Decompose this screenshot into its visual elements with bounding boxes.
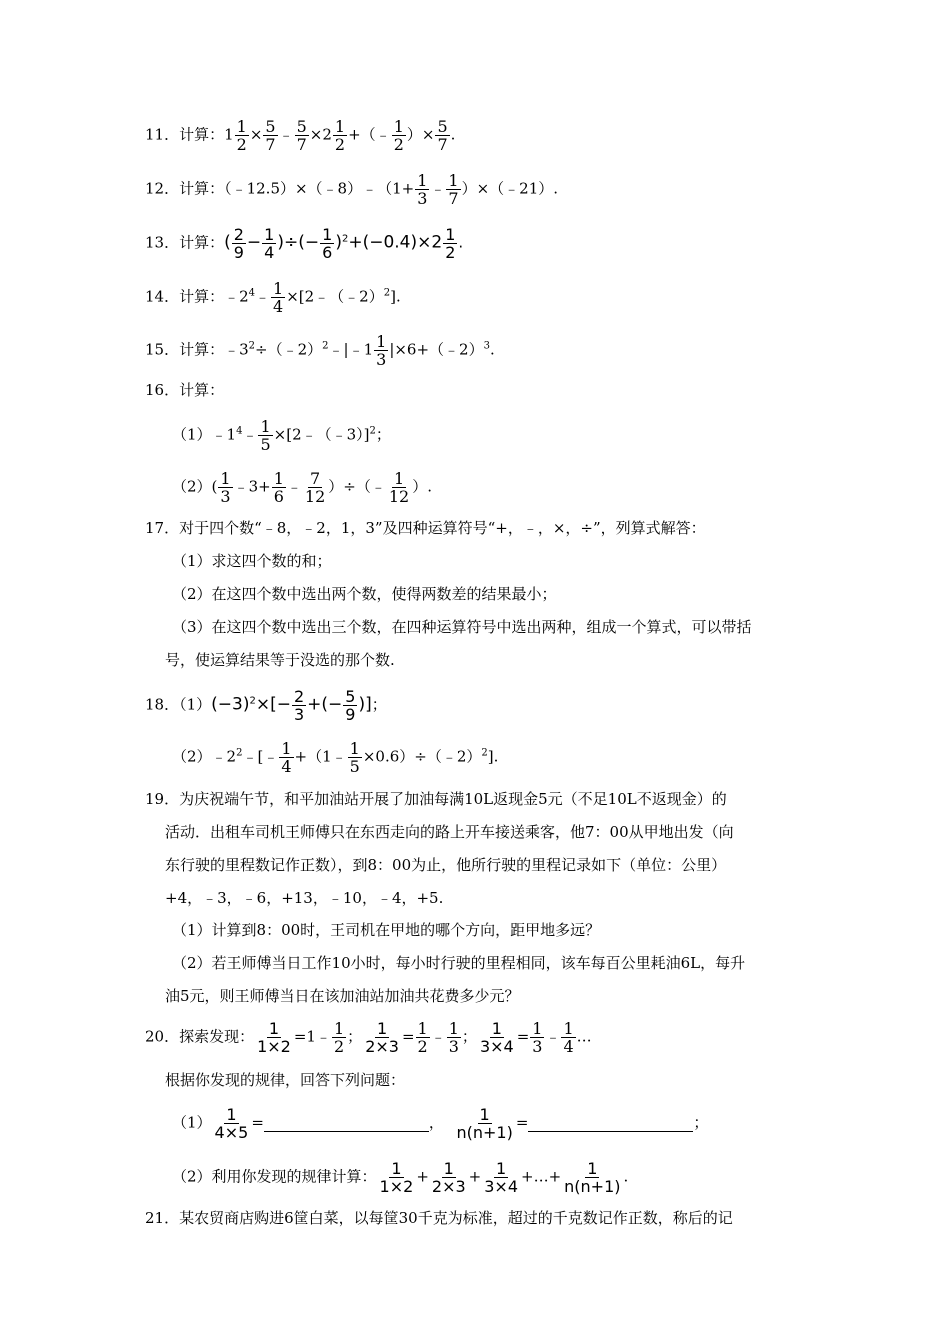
question-11 — [145, 118, 455, 153]
fraction — [561, 1020, 575, 1055]
denominator: 2 — [393, 135, 404, 154]
fraction — [218, 470, 232, 505]
denominator: 12 — [304, 487, 326, 506]
denominator: 9 — [345, 705, 356, 724]
numerator: 1 — [376, 332, 387, 351]
fraction — [279, 740, 293, 775]
numerator: 5 — [345, 687, 356, 706]
math-text: ； — [693, 1113, 709, 1132]
denominator: 1×2 — [379, 1177, 414, 1196]
exponent: 4 — [236, 425, 243, 437]
math-text: （1） — [172, 1113, 212, 1132]
math-text: （2）( — [172, 477, 218, 496]
fraction — [363, 1020, 401, 1055]
math-text: ； — [371, 695, 387, 714]
exponent: 4 — [248, 287, 256, 299]
numerator: 5 — [265, 117, 276, 136]
math-text: ﹣ — [286, 477, 302, 496]
question-19-part-2-cont: 油5元，则王师傅当日在该加油站加油共花费多少元？ — [165, 987, 520, 1005]
math-text: ]. — [390, 287, 401, 306]
math-text: 18．（1） — [145, 695, 212, 714]
fraction — [430, 1160, 468, 1195]
math-text: ﹣ — [545, 1027, 561, 1046]
denominator: 6 — [322, 243, 333, 262]
denominator: 7 — [265, 135, 276, 154]
math-text: ； — [375, 425, 391, 444]
denominator: 4 — [273, 297, 284, 316]
math-text: ﹣ — [242, 425, 258, 444]
math-text: . — [458, 233, 464, 252]
question-17-part-2: （2）在这四个数中选出两个数，使得两数差的结果最小； — [172, 585, 557, 603]
question-19-cont-1: 活动．出租车司机王师傅只在东西走向的路上开车接送乘客，他7：00从甲地出发（向 — [165, 823, 734, 841]
numerator: 1 — [273, 469, 284, 488]
question-number: 16．计算： — [145, 381, 225, 399]
question-number: 12．计算： — [145, 179, 225, 198]
numerator: 1 — [417, 171, 428, 190]
math-text: ）. — [412, 477, 432, 496]
question-17-part-1: （1）求这四个数的和； — [172, 552, 332, 570]
math-text: ×[− — [255, 694, 291, 715]
exponent: 2 — [481, 747, 488, 759]
math-text: )÷(− — [277, 232, 320, 253]
denominator: 6 — [273, 487, 284, 506]
math-text: = — [251, 1113, 264, 1132]
fraction — [530, 1020, 544, 1055]
fraction — [320, 226, 334, 261]
fraction — [435, 118, 449, 153]
fraction — [258, 418, 272, 453]
fraction — [387, 470, 411, 505]
denominator: 2 — [236, 135, 247, 154]
numerator: 1 — [532, 1019, 543, 1038]
math-text: +(− — [307, 694, 343, 715]
math-text: … — [576, 1027, 592, 1046]
numerator: 5 — [296, 117, 307, 136]
fraction — [443, 226, 457, 261]
math-text: = — [516, 1027, 530, 1046]
exponent: 2 — [322, 340, 329, 352]
numerator: 1 — [443, 1159, 454, 1178]
question-16 — [145, 380, 224, 400]
denominator: 2 — [333, 1037, 345, 1056]
question-21: 21．某农贸商店购进6筐白菜，以每筐30千克为标准，超过的千克数记作正数，称后的记 — [145, 1209, 733, 1227]
numerator: 2 — [233, 225, 244, 244]
exponent: 2 — [383, 287, 391, 299]
denominator: 2 — [445, 243, 456, 262]
exponent: 2 — [248, 340, 256, 352]
math-text: (−3) — [211, 694, 250, 715]
fraction — [271, 280, 285, 315]
question-16-part-1 — [172, 418, 391, 453]
exponent: 2 — [249, 695, 256, 707]
denominator: 3 — [376, 350, 387, 369]
numerator: 1 — [281, 739, 292, 758]
question-19-cont-2: 东行驶的里程数记作正数），到8：00为止，他所行驶的里程记录如下（单位：公里） — [165, 856, 727, 874]
fraction — [332, 1020, 346, 1055]
denominator: 3×4 — [479, 1037, 514, 1056]
denominator: 9 — [233, 243, 244, 262]
fraction — [262, 226, 276, 261]
fraction — [232, 226, 246, 261]
math-text: （﹣12.5）×（﹣8）﹣（1+ — [224, 179, 415, 198]
math-text: . — [450, 125, 456, 144]
numerator: 1 — [226, 1105, 237, 1124]
denominator: 2 — [417, 1037, 428, 1056]
numerator: 1 — [273, 279, 284, 298]
exponent: 3 — [483, 340, 490, 352]
fraction — [562, 1160, 622, 1195]
numerator: 1 — [448, 171, 459, 190]
math-text: + — [416, 1167, 429, 1186]
denominator: 5 — [260, 435, 271, 454]
math-text: ×[2﹣（﹣3）] — [273, 425, 370, 444]
question-17: 17．对于四个数“﹣8，﹣2，1，3”及四种运算符号“+，﹣，×，÷”，列算式解答： — [145, 519, 706, 537]
question-20-part-2 — [172, 1160, 628, 1195]
fraction — [343, 688, 357, 723]
denominator: 7 — [296, 135, 307, 154]
math-text: =1﹣ — [293, 1027, 331, 1046]
question-19: 19．为庆祝端午节，和平加油站开展了加油每满10L返现金5元（不足10L不返现金）的 — [145, 790, 727, 808]
math-text: +(−0.4)×2 — [348, 232, 443, 253]
numerator: 1 — [491, 1019, 502, 1038]
question-17-part-3-cont: 号，使运算结果等于没选的那个数. — [165, 651, 395, 669]
math-text: ）× — [406, 125, 435, 144]
math-text: +（1﹣ — [294, 747, 347, 766]
denominator: 7 — [448, 189, 459, 208]
question-12 — [145, 172, 558, 207]
question-number: 15．计算： — [145, 340, 225, 359]
numerator: 1 — [333, 1019, 345, 1038]
denominator: 7 — [437, 135, 448, 154]
question-19-part-2: （2）若王师傅当日工作10小时，每小时行驶的里程相同，该车每百公里耗油6L，每升 — [172, 954, 746, 972]
numerator: 2 — [293, 687, 305, 706]
math-text: ）÷（﹣ — [328, 477, 386, 496]
math-text: +（﹣ — [348, 125, 391, 144]
exponent: 2 — [341, 233, 349, 245]
fraction — [482, 1160, 520, 1195]
denominator: 2×3 — [365, 1037, 399, 1056]
math-text: ﹣3+ — [233, 477, 271, 496]
math-text: （1）﹣1 — [172, 425, 237, 444]
question-20 — [145, 1020, 592, 1055]
denominator: 4×5 — [214, 1123, 249, 1142]
math-text: × — [249, 125, 263, 144]
question-20-instruction: 根据你发现的规律，回答下列问题： — [165, 1071, 406, 1089]
numerator: 1 — [587, 1159, 598, 1178]
denominator: 1×2 — [257, 1037, 291, 1056]
math-text: ； — [347, 1027, 363, 1046]
denominator: 12 — [388, 487, 410, 506]
fraction — [348, 740, 362, 775]
fraction — [295, 118, 309, 153]
question-number: 13．计算： — [145, 233, 225, 252]
fraction — [333, 118, 347, 153]
math-text: = — [515, 1113, 529, 1132]
numerator: 1 — [334, 117, 346, 136]
numerator: 5 — [437, 117, 448, 136]
fraction — [392, 118, 406, 153]
exponent: 2 — [236, 747, 243, 759]
fraction — [416, 1020, 430, 1055]
numerator: 1 — [268, 1019, 280, 1038]
question-19-data: +4，﹣3，﹣6，+13，﹣10，﹣4，+5. — [165, 889, 444, 907]
math-text: ]. — [487, 747, 499, 766]
denominator: 5 — [349, 757, 360, 776]
answer-blank[interactable] — [528, 1115, 693, 1132]
denominator: 4 — [563, 1037, 574, 1056]
question-20-part-1 — [172, 1106, 708, 1141]
question-number: 20．探索发现： — [145, 1027, 255, 1046]
math-text: ， — [428, 1113, 444, 1132]
math-text: （2）利用你发现的规律计算： — [172, 1167, 377, 1186]
math-text: + — [468, 1167, 482, 1186]
math-text: − — [246, 232, 262, 253]
question-18-part-1 — [145, 688, 387, 723]
math-text: +…+ — [521, 1167, 562, 1186]
math-text: ×0.6）÷（﹣2） — [362, 747, 482, 766]
fraction — [447, 1020, 461, 1055]
numerator: 1 — [236, 117, 247, 136]
question-18-part-2 — [172, 740, 498, 775]
math-text: ）×（﹣21）. — [461, 179, 559, 198]
denominator: n(n+1) — [564, 1177, 621, 1196]
math-text: ( — [224, 232, 231, 253]
numerator: 1 — [417, 1019, 428, 1038]
denominator: n(n+1) — [456, 1123, 513, 1142]
math-text: . — [489, 340, 495, 359]
question-15 — [145, 333, 495, 368]
fraction — [378, 1160, 416, 1195]
math-text: . — [623, 1167, 629, 1186]
fraction — [235, 118, 249, 153]
math-text: ﹣ — [430, 1027, 446, 1046]
denominator: 4 — [264, 243, 275, 262]
denominator: 3 — [220, 487, 231, 506]
numerator: 1 — [264, 225, 275, 244]
fraction — [213, 1106, 251, 1141]
math-text: = — [401, 1027, 415, 1046]
fraction — [446, 172, 460, 207]
denominator: 3×4 — [484, 1177, 518, 1196]
numerator: 1 — [260, 417, 271, 436]
math-text: ﹣3 — [224, 340, 249, 359]
denominator: 2 — [334, 135, 346, 154]
numerator: 1 — [322, 225, 333, 244]
fraction — [303, 470, 327, 505]
numerator: 1 — [376, 1019, 388, 1038]
math-text: ×2 — [309, 125, 332, 144]
exponent: 2 — [369, 425, 376, 437]
answer-blank[interactable] — [264, 1115, 429, 1132]
math-text: ÷（﹣2） — [255, 340, 323, 359]
question-number: 14．计算： — [145, 287, 225, 306]
math-text: ； — [461, 1027, 477, 1046]
math-text: )] — [358, 694, 372, 715]
numerator: 1 — [496, 1159, 507, 1178]
question-19-part-1: （1）计算到8：00时，王司机在甲地的哪个方向，距甲地多远？ — [172, 921, 601, 939]
fraction — [454, 1106, 514, 1141]
denominator: 4 — [281, 757, 292, 776]
math-text: ) — [335, 232, 342, 253]
numerator: 1 — [393, 469, 405, 488]
math-text: ﹣ — [430, 179, 446, 198]
numerator: 1 — [391, 1159, 402, 1178]
math-text: ﹣ — [278, 125, 294, 144]
numerator: 1 — [349, 739, 360, 758]
numerator: 1 — [220, 469, 231, 488]
denominator: 2×3 — [431, 1177, 466, 1196]
numerator: 1 — [445, 225, 456, 244]
question-14 — [145, 280, 401, 315]
fraction — [263, 118, 277, 153]
question-16-part-2 — [172, 470, 432, 505]
denominator: 3 — [293, 705, 305, 724]
question-number: 11．计算： — [145, 125, 225, 144]
denominator: 3 — [448, 1037, 459, 1056]
denominator: 3 — [532, 1037, 543, 1056]
numerator: 7 — [310, 469, 321, 488]
numerator: 1 — [479, 1105, 490, 1124]
fraction — [255, 1020, 293, 1055]
math-text: ﹣|﹣1 — [328, 340, 374, 359]
fraction — [478, 1020, 516, 1055]
denominator: 3 — [417, 189, 428, 208]
math-text: ﹣[﹣ — [242, 747, 279, 766]
numerator: 1 — [393, 117, 404, 136]
math-text: ﹣2 — [224, 287, 249, 306]
fraction — [292, 688, 306, 723]
fraction — [415, 172, 429, 207]
fraction — [272, 470, 286, 505]
math-text: |×6+（﹣2） — [389, 340, 484, 359]
fraction — [374, 333, 388, 368]
numerator: 1 — [448, 1019, 459, 1038]
math-text: ﹣ — [255, 287, 271, 306]
numerator: 1 — [563, 1019, 574, 1038]
math-text: 1 — [224, 125, 234, 144]
math-text: （2）﹣2 — [172, 747, 237, 766]
question-13 — [145, 226, 463, 261]
question-17-part-3: （3）在这四个数中选出三个数，在四种运算符号中选出两种，组成一个算式，可以带括 — [172, 618, 752, 636]
math-text: ×[2﹣（﹣2） — [286, 287, 384, 306]
